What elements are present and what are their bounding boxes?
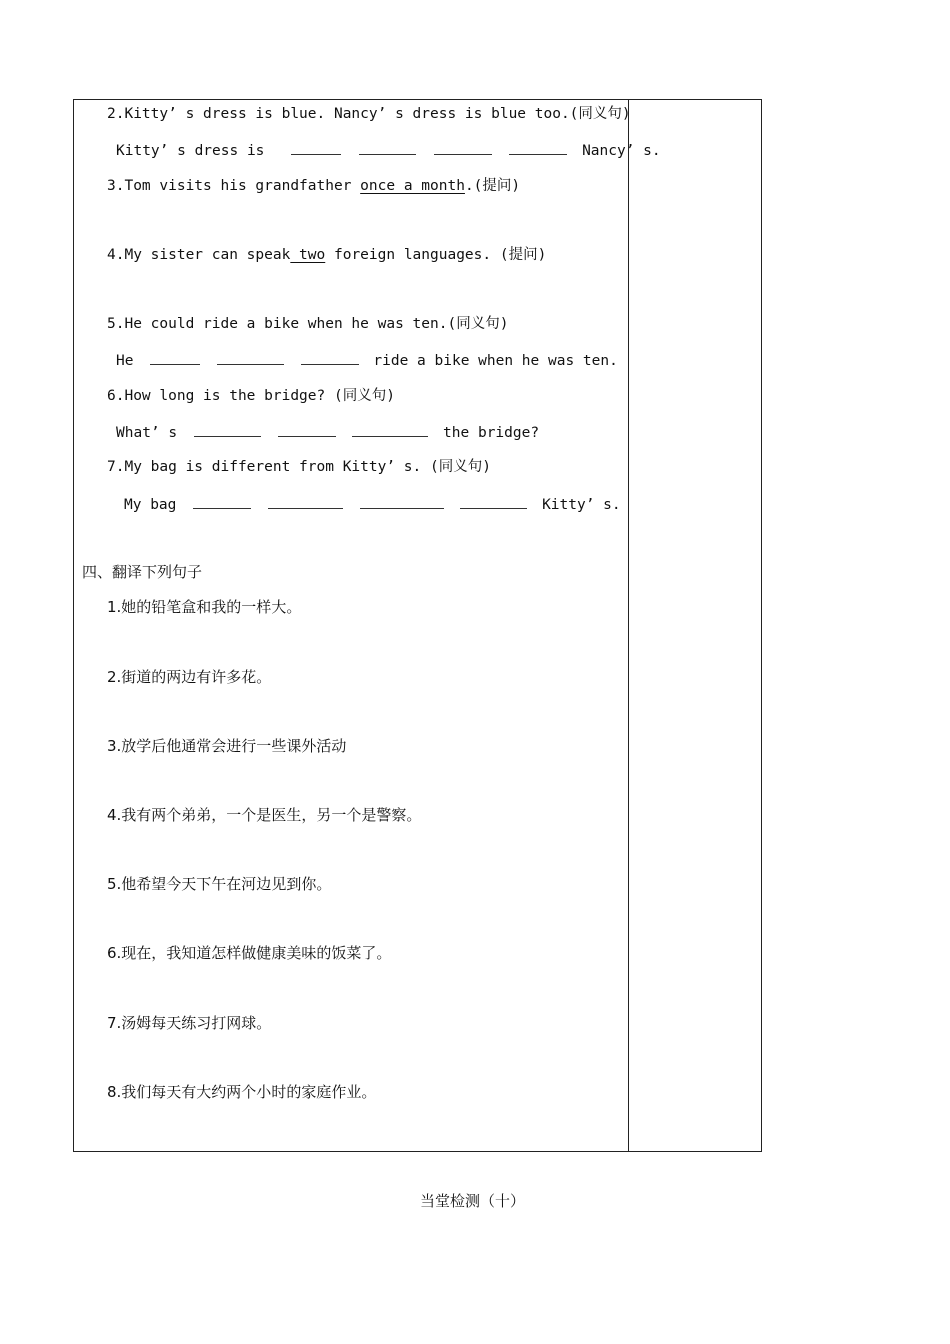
question-5: 5.He could ride a bike when he was ten.(同义句) (107, 316, 509, 332)
answer-5 (116, 350, 618, 371)
question-7: 7.My bag is different from Kitty’ s. (同义句) (107, 459, 491, 475)
question-3-underline: once a month (360, 178, 465, 194)
blank[interactable] (360, 494, 444, 509)
question-3-post: .(提问) (464, 178, 521, 194)
blank[interactable] (217, 350, 284, 365)
question-3-pre: 3.Tom visits his grandfather (107, 178, 361, 194)
worksheet-table (73, 99, 762, 1152)
answer-7-end: Kitty’ s. (542, 497, 621, 513)
blank[interactable] (268, 494, 343, 509)
section-4-heading: 四、翻译下列句子 (82, 563, 203, 581)
blank[interactable] (278, 422, 336, 437)
blank[interactable] (150, 350, 200, 365)
question-6: 6.How long is the bridge? (同义句) (107, 388, 395, 404)
answer-6-start: What’ s (116, 425, 178, 441)
answer-7-start: My bag (124, 497, 177, 513)
translation-item: 5.他希望今天下午在河边见到你。 (107, 875, 332, 893)
blank[interactable] (301, 350, 359, 365)
blank[interactable] (460, 494, 527, 509)
answer-5-end: ride a bike when he was ten. (373, 353, 618, 369)
blank[interactable] (291, 140, 341, 155)
question-4 (107, 245, 546, 265)
column-divider (628, 100, 629, 1151)
translation-item: 6.现在，我知道怎样做健康美味的饭菜了。 (107, 944, 392, 962)
translation-item: 1.她的铅笔盒和我的一样大。 (107, 598, 302, 616)
answer-6-end: the bridge? (443, 425, 540, 441)
question-4-post: foreign languages. (提问) (325, 247, 547, 263)
translation-item: 7.汤姆每天练习打网球。 (107, 1014, 272, 1032)
blank[interactable] (359, 140, 416, 155)
question-3 (107, 176, 520, 196)
blank[interactable] (352, 422, 428, 437)
translation-item: 2.街道的两边有许多花。 (107, 668, 272, 686)
blank[interactable] (509, 140, 567, 155)
blank[interactable] (194, 422, 261, 437)
question-4-pre: 4.My sister can speak (107, 247, 291, 263)
translation-item: 4.我有两个弟弟，一个是医生，另一个是警察。 (107, 806, 422, 824)
answer-5-start: He (116, 353, 134, 369)
answer-2-end: Nancy’ s. (582, 143, 661, 159)
translation-item: 3.放学后他通常会进行一些课外活动 (107, 737, 347, 755)
question-4-underline: two (290, 247, 326, 263)
answer-7 (124, 494, 621, 515)
question-2: 2.Kitty’ s dress is blue. Nancy’ s dress is blue too.(同义句) (107, 106, 631, 122)
answer-2-start: Kitty’ s dress is (116, 143, 265, 159)
blank[interactable] (193, 494, 251, 509)
blank[interactable] (434, 140, 492, 155)
answer-2 (116, 140, 661, 161)
answer-6 (116, 422, 539, 443)
footer-title: 当堂检测（十） (419, 1192, 525, 1210)
translation-item: 8.我们每天有大约两个小时的家庭作业。 (107, 1083, 377, 1101)
